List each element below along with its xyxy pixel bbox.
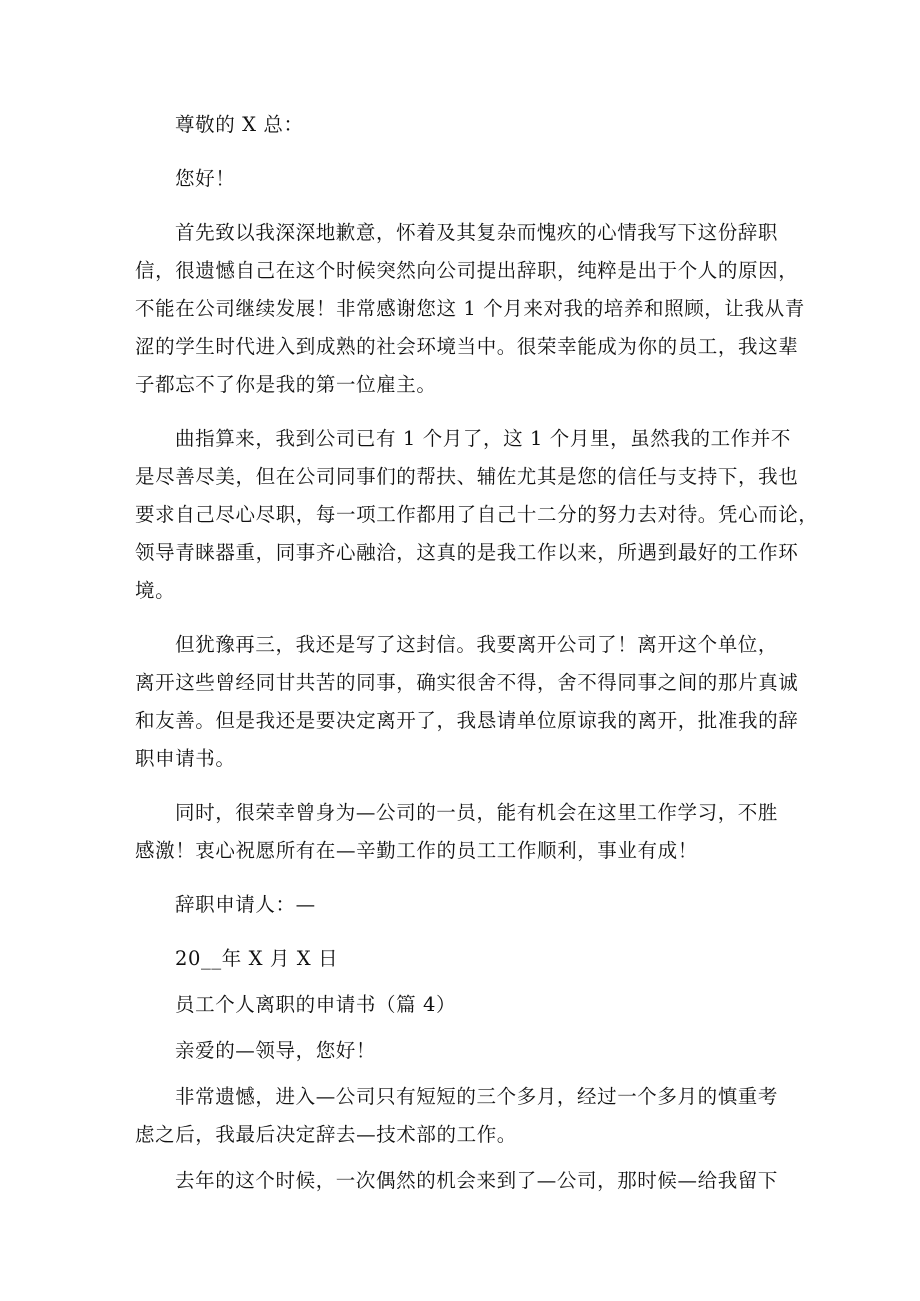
paragraph-line: 职申请书。 xyxy=(135,747,236,770)
paragraph-line: 但犹豫再三，我还是写了这封信。我要离开公司了！离开这个单位， xyxy=(175,633,779,656)
letter-body xyxy=(135,106,819,1200)
paragraph-line: 离开这些曾经同甘共苦的同事，确实很舍不得，舍不得同事之间的那片真诚 xyxy=(135,671,799,694)
paragraph-line: 虑之后，我最后决定辞去—技术部的工作。 xyxy=(135,1123,517,1146)
salutation: 尊敬的 X 总： xyxy=(175,113,304,136)
paragraph-4 xyxy=(135,794,795,870)
paragraph-line: 子都忘不了你是我的第一位雇主。 xyxy=(135,373,437,396)
paragraph-3 xyxy=(135,626,799,778)
next-salutation: 亲爱的—领导，您好！ xyxy=(175,1039,377,1062)
next-paragraph-1 xyxy=(135,1078,795,1154)
paragraph-2 xyxy=(135,420,819,610)
paragraph-line: 曲指算来，我到公司已有 1 个月了，这 1 个月里，虽然我的工作并不 xyxy=(175,427,792,450)
paragraph-line: 是尽善尽美，但在公司同事们的帮扶、辅佐尤其是您的信任与支持下，我也 xyxy=(135,465,799,488)
next-title: 员工个人离职的申请书（篇 4） xyxy=(175,993,457,1016)
paragraph-line: 要求自己尽心尽职，每一项工作都用了自己十二分的努力去对待。凭心而论， xyxy=(135,503,819,526)
paragraph-line: 领导青睐器重，同事齐心融洽，这真的是我工作以来，所遇到最好的工作环 xyxy=(135,541,799,564)
greeting: 您好！ xyxy=(175,167,236,190)
paragraph-line: 涩的学生时代进入到成熟的社会环境当中。很荣幸能成为你的员工，我这辈 xyxy=(135,335,799,358)
paragraph-line: 信，很遗憾自己在这个时候突然向公司提出辞职，纯粹是出于个人的原因， xyxy=(135,259,799,282)
paragraph-line: 境。 xyxy=(135,579,176,602)
paragraph-line: 同时，很荣幸曾身为—公司的一员，能有机会在这里工作学习，不胜 xyxy=(175,801,779,824)
paragraph-line: 感激！衷心祝愿所有在—辛勤工作的员工工作顺利，事业有成！ xyxy=(135,839,698,862)
next-paragraph-2 xyxy=(135,1162,795,1200)
signature: 辞职申请人：— xyxy=(175,893,316,916)
date: 20__年 X 月 X 日 xyxy=(175,947,339,970)
paragraph-line: 去年的这个时候，一次偶然的机会来到了—公司，那时候—给我留下 xyxy=(175,1169,779,1192)
paragraph-line: 非常遗憾，进入—公司只有短短的三个多月，经过一个多月的慎重考 xyxy=(175,1085,779,1108)
paragraph-1 xyxy=(135,214,805,404)
paragraph-line: 首先致以我深深地歉意，怀着及其复杂而愧疚的心情我写下这份辞职 xyxy=(175,221,779,244)
paragraph-line: 不能在公司继续发展！非常感谢您这 1 个月来对我的培养和照顾，让我从青 xyxy=(135,297,805,320)
paragraph-line: 和友善。但是我还是要决定离开了，我恳请单位原谅我的离开，批准我的辞 xyxy=(135,709,799,732)
